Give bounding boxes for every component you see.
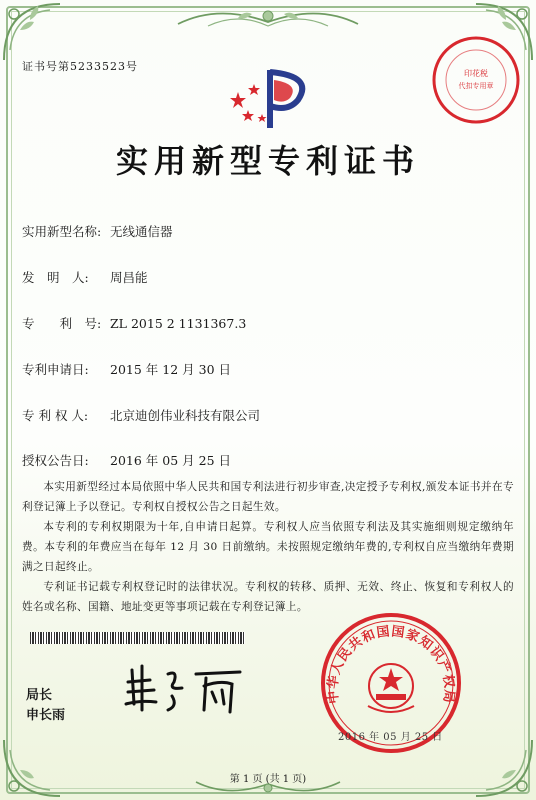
- patent-office-logo-icon: [228, 62, 320, 134]
- field-value: 无线通信器: [110, 224, 173, 239]
- body-paragraph: 专利证书记载专利权登记时的法律状况。专利权的转移、质押、无效、终止、恢复和专利权人的姓名或名称、国籍、地址变更等事项记载在专利登记簿上。: [22, 581, 514, 613]
- field-label: 实用新型名称:: [22, 224, 102, 239]
- barcode: [30, 632, 245, 644]
- field-label: 授权公告日:: [22, 453, 89, 468]
- svg-text:中华人民共和国国家知识产权局: 中华人民共和国国家知识产权局: [325, 624, 457, 705]
- field-application-date: [22, 360, 231, 378]
- field-label: 专 利 权 人:: [22, 408, 89, 423]
- svg-text:代扣专用章: 代扣专用章: [458, 82, 494, 90]
- svg-text:印花税: 印花税: [464, 69, 488, 78]
- issue-date: 2016 年 05 月 25 日: [338, 732, 443, 743]
- corner-ornament-icon: [0, 730, 70, 800]
- field-value: ZL 2015 2 1131367.3: [110, 316, 247, 331]
- field-value: 2015 年 12 月 30 日: [110, 362, 231, 377]
- field-inventor: [22, 268, 148, 286]
- field-label: 专利申请日:: [22, 362, 89, 377]
- field-value: 北京迪创伟业科技有限公司: [110, 408, 261, 423]
- field-grant-date: [22, 451, 231, 469]
- handwritten-signature-icon: [120, 660, 270, 720]
- tax-stamp-seal-icon: [430, 34, 522, 126]
- page-number: 第 1 页 (共 1 页): [229, 774, 307, 785]
- body-paragraph: 本实用新型经过本局依照中华人民共和国专利法进行初步审查,决定授予专利权,颁发本证书并在专利登记簿上予以登记。专利权自授权公告之日起生效。: [22, 481, 514, 513]
- corner-ornament-icon: [466, 730, 536, 800]
- top-flourish-icon: [168, 4, 368, 34]
- director-name: 申长雨: [26, 708, 66, 723]
- field-label: 专 利 号:: [22, 316, 102, 331]
- director-title: 局长: [26, 688, 53, 703]
- field-value: 周昌能: [110, 270, 148, 285]
- field-patentee: [22, 406, 260, 424]
- field-utility-model-name: [22, 222, 173, 240]
- field-label: 发 明 人:: [22, 270, 89, 285]
- certificate-number: 证书号第5233523号: [22, 60, 138, 73]
- certificate-title: 实用新型专利证书: [115, 142, 420, 180]
- field-value: 2016 年 05 月 25 日: [110, 453, 231, 468]
- body-paragraph: 本专利的专利权期限为十年,自申请日起算。专利权人应当依照专利法及其实施细则规定缴纳年费。本专利的年费应当在每年 12 月 30 日前缴纳。未按照规定缴纳年费的,专利权自应当缴纳年费期满之日起终止。: [22, 521, 514, 573]
- field-patent-number: [22, 314, 246, 332]
